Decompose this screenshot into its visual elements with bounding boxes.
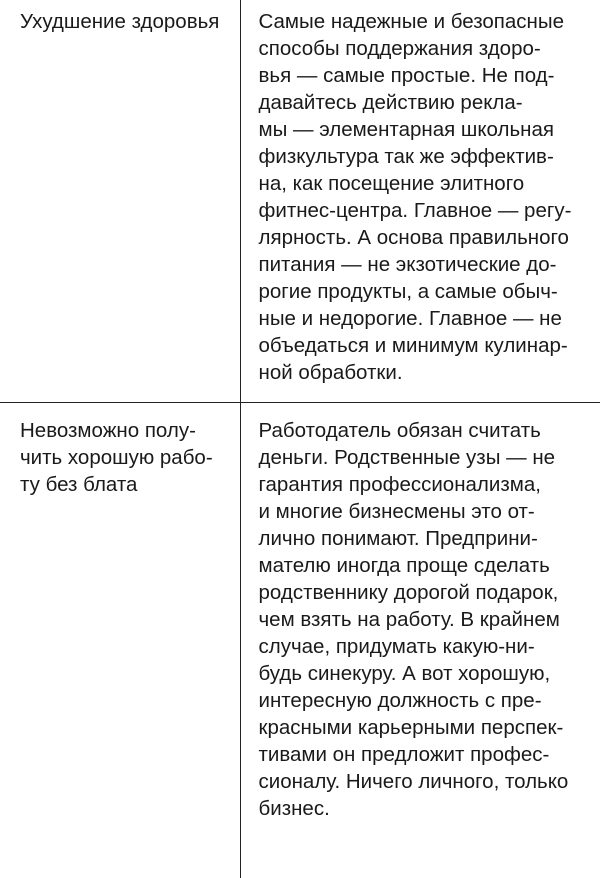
table-row — [0, 402, 600, 878]
solution-cell — [240, 0, 600, 402]
problem-text: Невозможно полу- чить хорошую рабо- ту без блата — [20, 418, 213, 496]
problem-cell — [0, 402, 240, 878]
solution-cell — [240, 402, 600, 878]
solution-text: Самые надежные и безопасные способы поддержания здоро- вья — самые простые. Не под- давайтесь действию рекла- мы — элементарная школьная физкультура так же эффектив- на, как посещение элитного фитнес-центра. Главное — регу- лярность. А основа правильного питания — не экзотические до- рогие продукты, а самые обыч- ные и недорогие. Главное — не объедаться и минимум кулинар- ной обработки. — [258, 10, 572, 384]
table-row — [0, 0, 600, 402]
solution-text: Работодатель обязан считать деньги. Родственные узы — не гарантия профессионализма, и многие бизнесмены это от- лично понимают. Предприни- мателю иногда проще сделать родственнику дорогой подарок, чем взять на работу. В крайнем случае, придумать какую-ни- будь синекуру. А вот хорошую, интересную должность с пре- красными карьерными перспек- тивами он предложит профес- сионалу. Ничего личного, только бизнес. — [258, 418, 569, 820]
problem-cell — [0, 0, 240, 402]
problem-text: Ухудшение здоровья — [20, 10, 220, 33]
